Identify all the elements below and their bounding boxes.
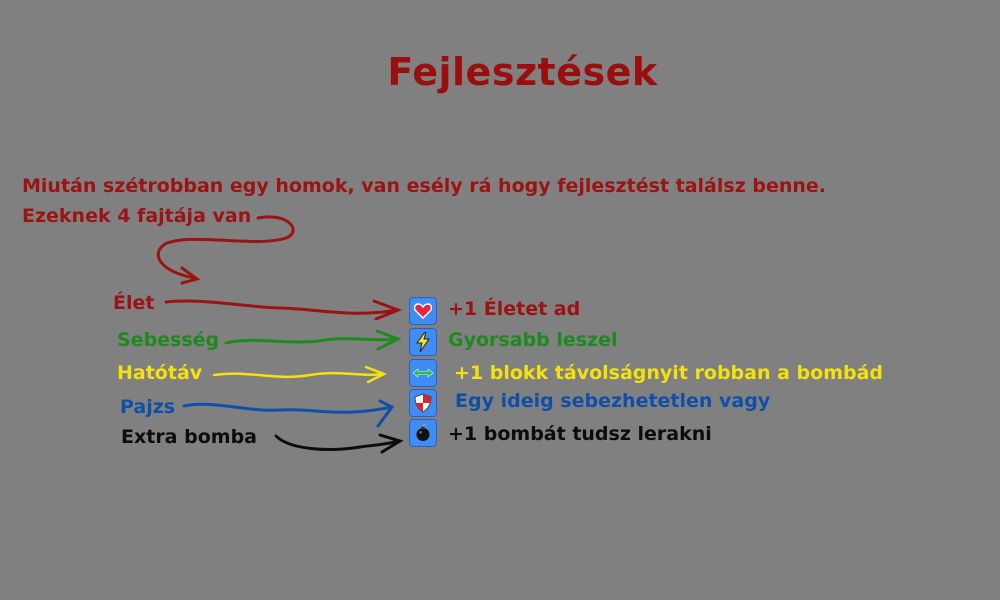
bomb-icon <box>409 419 437 447</box>
pajzs-arrow <box>184 404 392 412</box>
powerup-name-sebesseg: Sebesség <box>117 329 220 351</box>
powerup-name-pajzs: Pajzs <box>120 396 176 418</box>
powerup-name-extra-bomba: Extra bomba <box>121 426 257 448</box>
shield-icon <box>409 389 437 417</box>
lightning-icon <box>409 328 437 356</box>
hatotav-arrow <box>214 373 384 377</box>
sebesseg-arrow <box>226 339 398 343</box>
heart-icon <box>409 297 437 325</box>
extra-bomba-arrow <box>276 436 400 449</box>
intro-line-1: Miután szétrobban egy homok, van esély rá hogy fejlesztést találsz benne. <box>22 175 827 197</box>
range-arrows-icon <box>409 359 437 387</box>
powerup-name-hatotav: Hatótáv <box>117 362 203 384</box>
powerup-desc-elet: +1 Életet ad <box>448 298 581 320</box>
page-title: Fejlesztések <box>387 50 658 94</box>
powerup-desc-sebesseg: Gyorsabb leszel <box>448 329 618 351</box>
intro-line-2: Ezeknek 4 fajtája van <box>22 205 252 227</box>
powerup-desc-extra-bomba: +1 bombát tudsz lerakni <box>448 423 712 445</box>
powerup-name-elet: Élet <box>113 292 155 314</box>
powerup-desc-hatotav: +1 blokk távolságnyit robban a bombád <box>454 362 884 384</box>
elet-arrow <box>166 301 398 313</box>
powerup-desc-pajzs: Egy ideig sebezhetetlen vagy <box>455 390 771 412</box>
